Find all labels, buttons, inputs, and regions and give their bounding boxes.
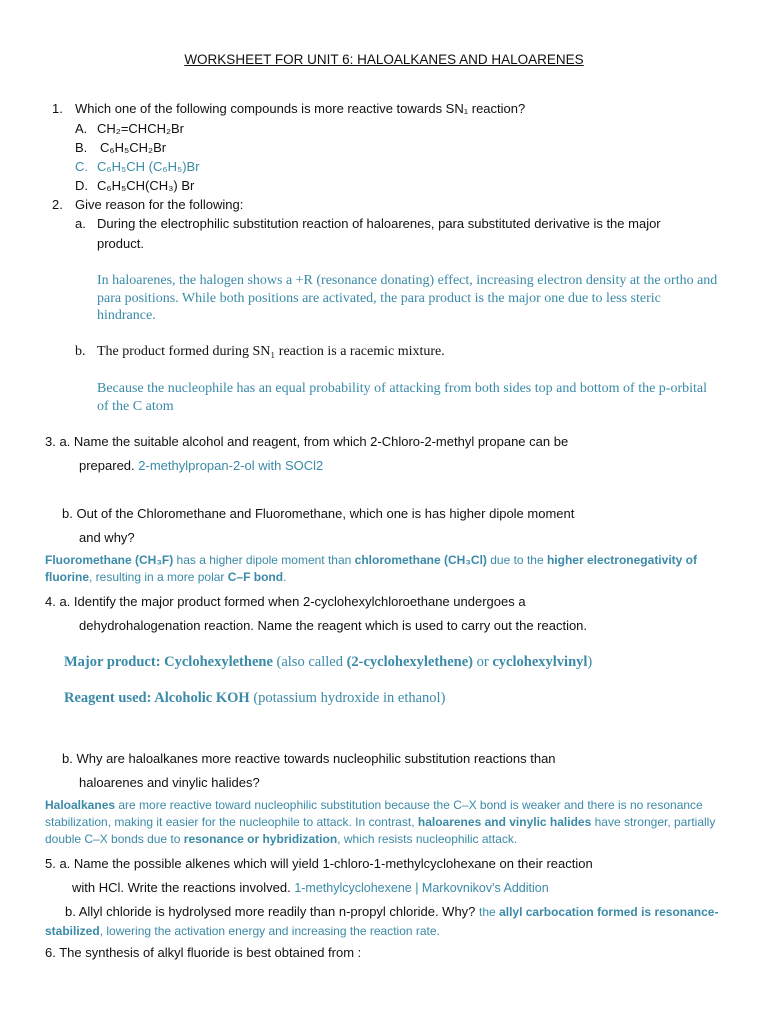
q2a-line1: During the electrophilic substitution reaction of haloarenes, para substituted derivative is the major bbox=[97, 216, 661, 231]
q4a-line1: 4. a. Identify the major product formed when 2-cyclohexylchloroethane undergoes a bbox=[45, 594, 526, 609]
q3b-ans-fluoromethane: Fluoromethane (CH₃F) bbox=[45, 553, 174, 567]
q1-option-c-letter: C. bbox=[75, 159, 88, 174]
q4b-line1: b. Why are haloalkanes more reactive towards nucleophilic substitution reactions than bbox=[62, 751, 556, 766]
q1-option-a-letter: A. bbox=[75, 121, 88, 136]
q4a-major-or: or bbox=[473, 654, 493, 670]
q1-option-b: C₆H₅CH₂Br bbox=[100, 140, 167, 155]
q3b-answer bbox=[45, 552, 725, 586]
q3a-line1: 3. a. Name the suitable alcohol and reagent, from which 2-Chloro-2-methyl propane can be bbox=[45, 434, 569, 449]
q1-option-a: CH₂=CHCH₂Br bbox=[97, 121, 185, 136]
q1-number: 1. bbox=[52, 101, 63, 116]
q2-text: Give reason for the following: bbox=[75, 197, 244, 212]
q2a-answer: In haloarenes, the halogen shows a +R (resonance donating) effect, increasing electron density at the ortho and para positions. While both positions are activated, the para product is the major one due to less steric hindrance. bbox=[97, 273, 718, 323]
q4b-ans-text3: , which resists nucleophilic attack. bbox=[337, 832, 518, 847]
q1-text: Which one of the following compounds is more reactive towards SN₁ reaction? bbox=[75, 101, 526, 116]
q4b-ans-text2: have stronger, partially double C–X bonds due to bbox=[45, 815, 716, 847]
q5a-answer: 1-methylcyclohexene | Markovnikov's Addition bbox=[294, 881, 549, 895]
q5a-line1: 5. a. Name the possible alkenes which will yield 1-chloro-1-methylcyclohexane on their reaction bbox=[45, 856, 593, 871]
q2-number: 2. bbox=[52, 197, 63, 212]
q6-text: 6. The synthesis of alkyl fluoride is best obtained from : bbox=[45, 945, 362, 960]
q3b-ans-text1: has a higher dipole moment than bbox=[173, 553, 355, 567]
q3b-ans-text2: due to the bbox=[486, 553, 547, 567]
q3b-ans-text3: , resulting in a more polar bbox=[89, 570, 228, 584]
q2a-letter: a. bbox=[75, 216, 86, 231]
q5b-ans-the: the bbox=[479, 905, 500, 919]
q4a-reagent-label: Reagent used: Alcoholic KOH bbox=[64, 690, 250, 706]
q5b-ans-allyl: allyl carbocation formed is resonance-stabilized bbox=[45, 905, 719, 938]
q4b-line2: haloarenes and vinylic halides? bbox=[79, 775, 260, 790]
q2a-line2: product. bbox=[97, 236, 144, 251]
q3b-line1: b. Out of the Chloromethane and Fluoromethane, which one is has higher dipole moment bbox=[62, 506, 575, 521]
q2b-text: The product formed during SN₁ reaction is a racemic mixture. bbox=[97, 344, 445, 359]
q5b bbox=[45, 903, 725, 940]
q3a-line2 bbox=[79, 458, 323, 473]
q5a-line2 bbox=[72, 880, 549, 895]
page-title: WORKSHEET FOR UNIT 6: HALOALKANES AND HALOARENES bbox=[184, 52, 584, 67]
q1-option-d: C₆H₅CH(CH₃) Br bbox=[97, 178, 195, 193]
q3b-line2: and why? bbox=[79, 530, 135, 545]
q4b-ans-haloalkanes: Haloalkanes bbox=[45, 798, 116, 812]
q4a-major-close: ) bbox=[587, 654, 593, 670]
q4b-answer bbox=[45, 797, 720, 849]
q1-option-c: C₆H₅CH (C₆H₅)Br bbox=[97, 159, 200, 174]
q4a-major-alt1: (2-cyclohexylethene) bbox=[346, 654, 474, 670]
q4a-reagent-detail: (potassium hydroxide in ethanol) bbox=[249, 690, 446, 706]
q3b-ans-period: . bbox=[283, 570, 287, 584]
q1-option-d-letter: D. bbox=[75, 178, 88, 193]
q5b-question: b. Allyl chloride is hydrolysed more readily than n-propyl chloride. Why? bbox=[65, 904, 476, 919]
q2b-answer: Because the nucleophile has an equal probability of attacking from both sides top and bottom of the p-orbital of the C atom bbox=[97, 381, 708, 414]
q4a-major-product bbox=[64, 654, 592, 671]
q4a-major-alt2: cyclohexylvinyl bbox=[492, 654, 588, 670]
q2b-letter: b. bbox=[75, 344, 86, 359]
q3b-ans-chloromethane: chloromethane (CH₃Cl) bbox=[354, 553, 487, 567]
q3a-prepared: prepared. bbox=[79, 458, 135, 473]
q4b-ans-resonance: resonance or hybridization bbox=[183, 832, 338, 847]
q4a-reagent bbox=[64, 690, 445, 707]
q4a-major-label: Major product: Cyclohexylethene bbox=[64, 654, 273, 670]
q4a-line2: dehydrohalogenation reaction. Name the reagent which is used to carry out the reaction. bbox=[79, 618, 588, 633]
q4b-ans-text1: are more reactive toward nucleophilic substitution because the C–X bond is weaker and there is no resonance stabilization, making it easier for the nucleophile to attack. In contrast, bbox=[45, 798, 703, 830]
q1-option-b-letter: B. bbox=[75, 140, 88, 155]
q4b-ans-haloarenes: haloarenes and vinylic halides bbox=[417, 815, 592, 830]
q3b-ans-electronegativity: higher electronegativity of fluorine bbox=[45, 553, 697, 584]
q5a-question: with HCl. Write the reactions involved. bbox=[72, 880, 291, 895]
q3a-answer: 2-methylpropan-2-ol with SOCl2 bbox=[138, 458, 324, 473]
q4a-major-text1: (also called bbox=[272, 654, 347, 670]
q3b-ans-cf-bond: C–F bond bbox=[227, 570, 284, 584]
q5b-ans-text: , lowering the activation energy and increasing the reaction rate. bbox=[99, 923, 440, 938]
